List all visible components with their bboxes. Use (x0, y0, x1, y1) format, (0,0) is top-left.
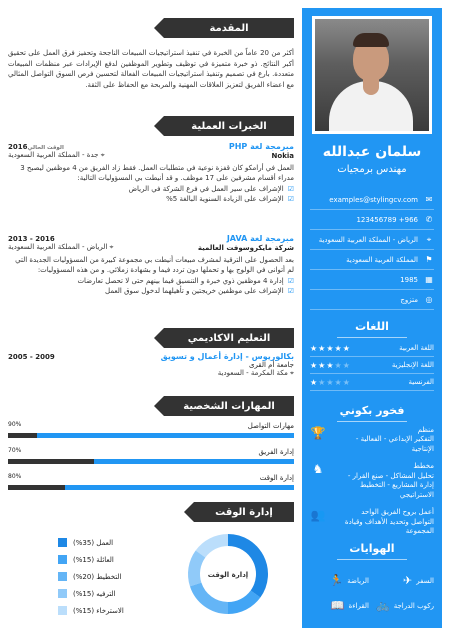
language-item (310, 340, 434, 357)
sidebar (302, 8, 442, 628)
star-icon: ★ (342, 377, 351, 387)
pride-text: منظم التفكير الإبداعي - الفعالية - الإنتاجية (355, 426, 434, 453)
team-icon: 👥 (310, 508, 326, 523)
degree-title: بكالوريوس - إدارة أعمال و تسويق (160, 352, 294, 361)
hobby-label: السفر (416, 576, 434, 585)
skill-label: إدارة الوقت (259, 474, 294, 482)
trophy-icon: 🏆 (310, 426, 326, 440)
chess-icon: ♞ (312, 462, 324, 477)
job-description: بعد الحصول على الترقية لمشرف مبيعات أنيطت بي مجموعة كبيرة من المسؤوليات الجديدة التي لم أتوانى في الولوج بها و تحملها دون تردد فيما و بشهادة زملائي. و من هذه المسؤوليات: (15, 256, 294, 275)
skill-item (8, 448, 294, 464)
hobby-item (310, 599, 369, 612)
hobby-item (310, 574, 369, 587)
contact-item[interactable]: ✉ examples@stylingcv.com (310, 190, 434, 210)
legend-label: العائلة (15%) (73, 555, 114, 564)
legend-label: الاسترخاء (15%) (73, 606, 124, 615)
legend-item (58, 568, 208, 585)
skill-bar-fill (94, 459, 294, 464)
skill-bar-fill (65, 485, 294, 490)
contact-item: ◎ متزوج (310, 290, 434, 310)
bicycle-icon: 🚲 (375, 599, 390, 612)
section-title-experience: الخبرات العملية (164, 116, 294, 136)
legend-item (58, 551, 208, 568)
donut-center-label: إدارة الوقت (207, 571, 249, 579)
legend-swatch (58, 572, 67, 581)
skill-bar (8, 485, 294, 490)
section-title-education: التعليم الاكاديمي (164, 328, 294, 348)
check-icon: ☑ (287, 195, 294, 204)
pride-text: أعمل بروح الفريق الواحد التواصل وتحديد الأهداف وقيادة المجموعة (344, 508, 434, 535)
rating-stars (310, 378, 351, 387)
job-title: مبرمجة لغة JAVA (226, 234, 294, 243)
hobby-label: ركوب الدراجة (393, 601, 434, 610)
pride-item (310, 426, 434, 454)
pride-item (310, 462, 434, 500)
contact-list (302, 190, 442, 310)
rating-stars (310, 361, 351, 370)
profile-role: مهندس برمجيات (337, 164, 407, 175)
legend-swatch (58, 555, 67, 564)
section-title-time: إدارة الوقت (194, 502, 294, 522)
donut-slice-1 (228, 540, 262, 594)
book-icon: 📖 (330, 599, 345, 612)
running-icon: 🏃 (329, 574, 344, 587)
phone-icon: ✆ (425, 215, 433, 224)
skill-item (8, 474, 294, 490)
main-content (8, 8, 294, 628)
job-title: مبرمجة لغة PHP (228, 142, 294, 151)
job-entry (8, 142, 294, 203)
hobbies-title: الهوايات (302, 542, 442, 560)
skill-label: إدارة الفريق (258, 448, 294, 456)
skill-bar (8, 459, 294, 464)
skill-percent: 80% (8, 473, 22, 480)
contact-item: ✆ 966+ 123456789 (310, 210, 434, 230)
calendar-icon: ▦ (425, 275, 433, 284)
job-company: Nokia (271, 151, 294, 160)
job-bullet: ☑ إدارة 4 موظفين ذوي خبرة و التنسيق فيما بينهم حتى لا تحصل تعارضات (77, 277, 294, 286)
plane-icon: ✈ (403, 574, 413, 587)
pride-item (310, 508, 434, 536)
job-bullet: ☑ الإشراف على سير العمل في فرع الشركة في الرياض (128, 185, 294, 194)
prides-title: فخور بكوني (302, 404, 442, 422)
language-name: اللغة العربية (399, 344, 434, 352)
school-name: جامعة أم القرى (248, 361, 294, 369)
flag-icon: ⚑ (425, 255, 433, 264)
star-icon: ★ (318, 377, 327, 387)
legend-swatch (58, 538, 67, 547)
star-icon: ★ (334, 360, 343, 370)
job-bullet: ☑ الإشراف على موظفين خريجتين و تأهيلهما لدخول سوق العمل (105, 287, 294, 296)
star-icon: ★ (318, 343, 327, 353)
star-icon: ★ (326, 377, 335, 387)
job-company: شركة مايكروسوفت العالمية (197, 243, 294, 252)
job-location: ⌖ جدة - المملكة العربية السعودية (8, 151, 105, 159)
star-icon: ★ (342, 343, 351, 353)
job-date: 2013 - 2016 (8, 234, 55, 243)
job-date: 2016الوقت الحالي (8, 142, 64, 151)
legend-swatch (58, 606, 67, 615)
rings-icon: ◎ (425, 295, 433, 304)
legend-label: الترفيه (15%) (73, 589, 116, 598)
languages-title: اللغات (302, 320, 442, 338)
email-icon: ✉ (425, 195, 433, 204)
check-icon: ☑ (287, 287, 294, 296)
legend-item (58, 534, 208, 551)
chart-legend (58, 534, 208, 619)
check-icon: ☑ (287, 277, 294, 286)
language-name: اللغة الإنجليزية (391, 361, 434, 369)
star-icon: ★ (318, 360, 327, 370)
location-icon: ⌖ (426, 234, 432, 244)
hobbies-list (310, 574, 434, 612)
star-icon: ★ (310, 360, 319, 370)
skill-percent: 90% (8, 421, 22, 428)
donut-slice-2 (228, 594, 256, 608)
language-item (310, 357, 434, 374)
job-bullet: ☑ الإشراف على الزيادة السنوية البالغة 5% (166, 195, 294, 204)
language-item (310, 374, 434, 391)
star-icon: ★ (326, 343, 335, 353)
profile-photo (312, 16, 432, 134)
contact-item: ⌖ الرياض - المملكة العربية السعودية (310, 230, 434, 250)
pride-text: مخطط تحليل المشاكل - صنع القرار - إدارة المشاريع - التخطيط الاستراتيجي (347, 462, 434, 499)
section-title-intro: المقدمة (164, 18, 294, 38)
hobby-item (375, 574, 434, 587)
education-location: ⌖ مكة المكرمة - السعودية (217, 369, 294, 377)
hobby-label: القراءة (348, 601, 369, 610)
star-icon: ★ (326, 360, 335, 370)
star-icon: ★ (342, 360, 351, 370)
job-description: العمل في أرامكو كان قفزة نوعية في متطلبات العمل. فقط زاد الفريق من 4 موظفين ليصبح 3 مدراء أقسام مشرفين على 17 موظف. و قد أنيطت بي المسؤوليات التالية: (20, 164, 294, 183)
skill-bar-fill (37, 433, 294, 438)
star-icon: ★ (310, 343, 319, 353)
hobby-label: الرياضة (347, 576, 369, 585)
contact-item: ⚑ المملكة العربية السعودية (310, 250, 434, 270)
check-icon: ☑ (287, 185, 294, 194)
star-icon: ★ (334, 377, 343, 387)
time-chart (8, 528, 294, 624)
job-entry (8, 234, 294, 295)
language-name: الفرنسية (408, 378, 434, 386)
legend-label: التخطيط (20%) (73, 572, 122, 581)
legend-label: العمل (35%) (73, 538, 114, 547)
education-date: 2005 - 2009 (8, 352, 55, 361)
contact-item: ▦ 1985 (310, 270, 434, 290)
skill-percent: 70% (8, 447, 22, 454)
prides-list (310, 426, 434, 544)
skill-item (8, 422, 294, 438)
profile-name: سلمان عبدالله (322, 144, 422, 160)
job-location: ⌖ الرياض - المملكة العربية السعودية (8, 243, 114, 251)
legend-item (58, 585, 208, 602)
summary-text: أكثر من 20 عاماً من الخبرة في تنفيذ استراتيجيات المبيعات الناجحة وتحفيز فرق العمل على تحقيق أكبر النتائج. ذو خبرة متميزة في توظيف وتطوير الموظفين لدفع الإيرادات عبر منظمات المبيعات متعددة. بارع في تصميم وتنفيذ استراتيجيات المبيعات الفعالة لتحسين فرص السوق التواصل المثالي مع اعضاء الفريق لتعزيز العلاقات المهنية والمربحة مع الحفاظ على الثقة. (8, 49, 295, 89)
legend-item (58, 602, 208, 619)
skill-label: مهارات التواصل (247, 422, 294, 430)
languages-list (310, 340, 434, 391)
education-entry (8, 352, 294, 378)
rating-stars (310, 344, 351, 353)
star-icon: ★ (310, 377, 319, 387)
legend-swatch (58, 589, 67, 598)
section-title-skills: المهارات الشخصية (164, 396, 294, 416)
skill-bar (8, 433, 294, 438)
hobby-item (375, 599, 434, 612)
star-icon: ★ (334, 343, 343, 353)
